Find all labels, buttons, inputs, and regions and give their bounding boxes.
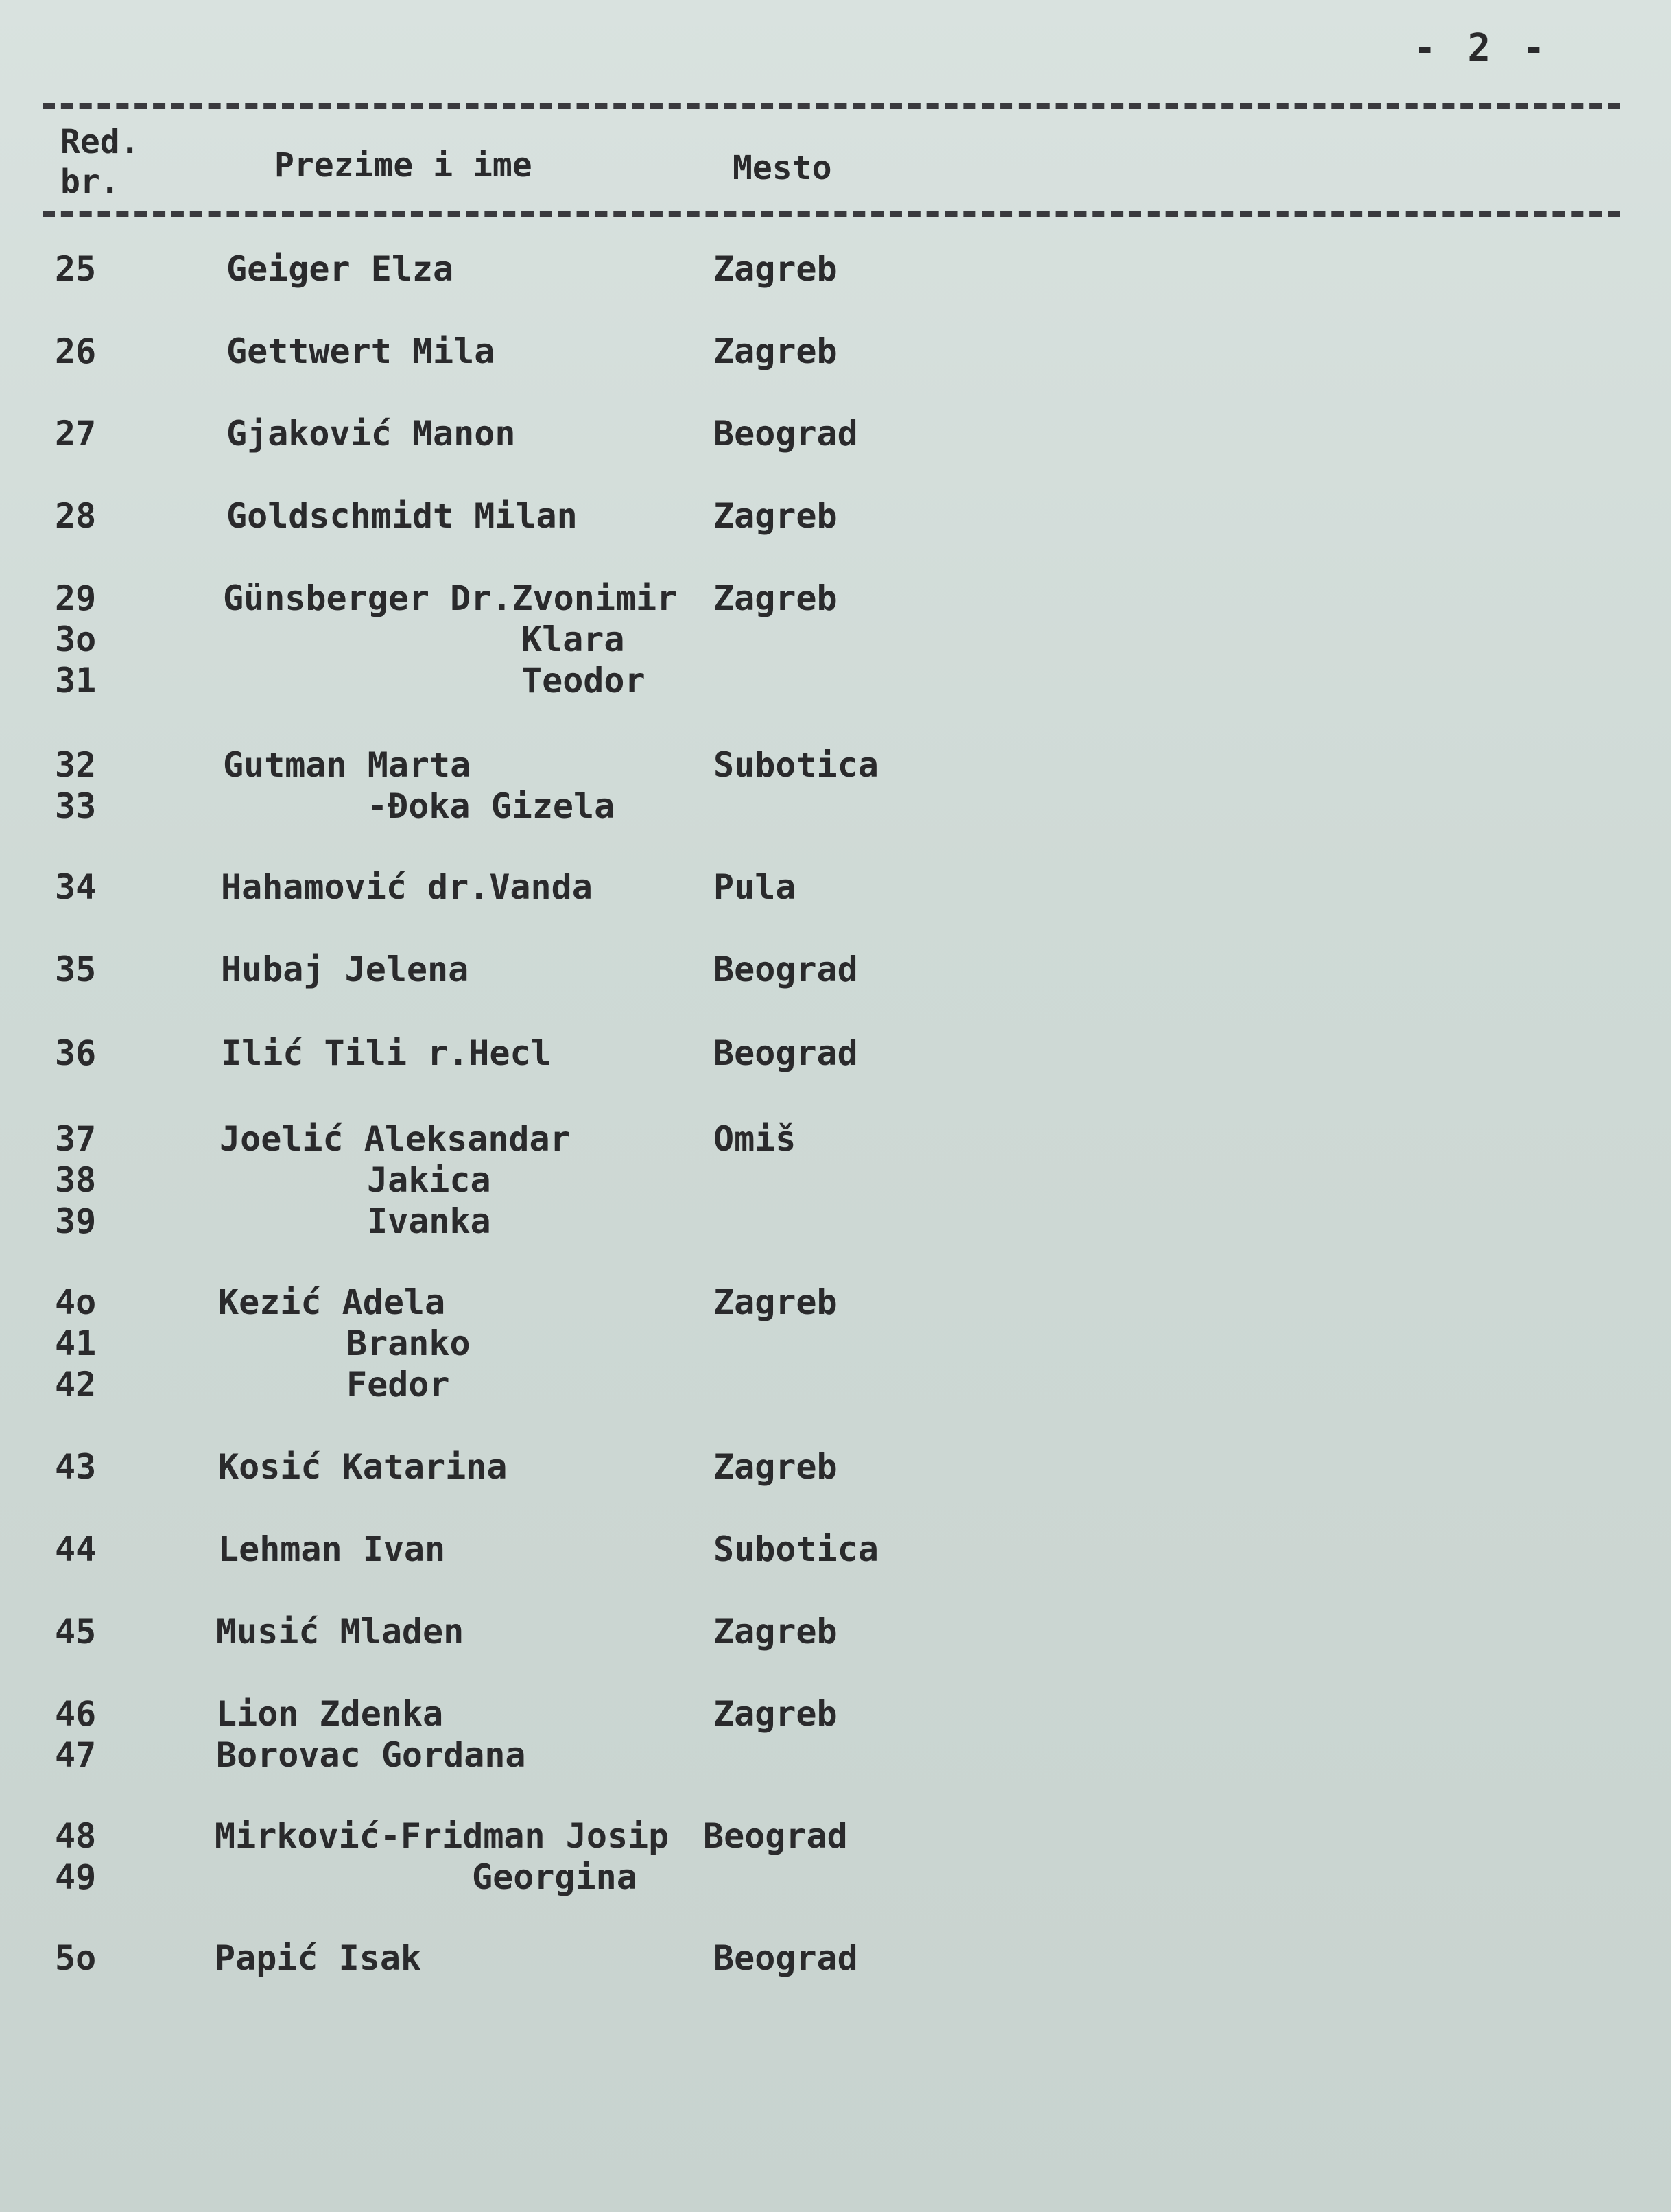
row-place: Omiš (713, 1119, 796, 1159)
table-row (0, 1033, 1671, 1074)
row-place: Zagreb (713, 331, 838, 371)
table-row (0, 1364, 1671, 1405)
table-row (0, 1529, 1671, 1570)
table-row (0, 1282, 1671, 1323)
row-place: Subotica (713, 745, 879, 785)
header-place: Mesto (733, 149, 832, 187)
table-row (0, 1938, 1671, 1979)
table-row (0, 578, 1671, 619)
row-name: -Đoka Gizela (367, 786, 615, 826)
table-row (0, 1201, 1671, 1242)
top-dashed-rule (43, 103, 1620, 109)
table-row (0, 1118, 1671, 1160)
row-number: 38 (55, 1160, 97, 1200)
row-name: Kezić Adela (218, 1282, 446, 1322)
row-name: Joelić Aleksandar (220, 1119, 571, 1159)
row-place: Beograd (713, 950, 858, 989)
row-place: Zagreb (713, 1612, 838, 1651)
row-place: Zagreb (713, 1447, 838, 1487)
row-name: Ilić Tili r.Hecl (221, 1033, 552, 1073)
table-row (0, 619, 1671, 660)
row-number: 47 (55, 1735, 97, 1775)
row-name: Goldschmidt Milan (226, 496, 578, 536)
row-name: Geiger Elza (226, 249, 454, 289)
row-name: Lehman Ivan (218, 1529, 446, 1569)
table-row (0, 1857, 1671, 1898)
row-name: Mirković-Fridman Josip (215, 1816, 669, 1856)
header-red-br-line2: br. (60, 163, 120, 201)
row-number: 33 (55, 786, 97, 826)
row-number: 35 (55, 950, 97, 989)
row-number: 32 (55, 745, 97, 785)
row-name: Hahamović dr.Vanda (221, 867, 593, 907)
row-name: Klara (521, 620, 625, 659)
page-number: - 2 - (1413, 26, 1550, 71)
table-row (0, 1734, 1671, 1776)
row-number: 3o (55, 620, 97, 659)
row-name: Borovac Gordana (216, 1735, 526, 1775)
row-number: 42 (55, 1365, 97, 1404)
table-row (0, 1611, 1671, 1652)
row-place: Zagreb (713, 578, 838, 618)
row-name: Kosić Katarina (218, 1447, 508, 1487)
row-place: Beograd (703, 1816, 848, 1856)
table-row (0, 331, 1671, 372)
row-name: Günsberger Dr.Zvonimir (223, 578, 678, 618)
row-place: Beograd (713, 1033, 858, 1073)
row-number: 34 (55, 867, 97, 907)
row-number: 28 (55, 496, 97, 536)
row-name: Lion Zdenka (216, 1694, 444, 1734)
row-number: 44 (55, 1529, 97, 1569)
row-name: Gjaković Manon (226, 414, 516, 454)
row-name: Musić Mladen (216, 1612, 464, 1651)
row-number: 5o (55, 1938, 97, 1978)
table-row (0, 1693, 1671, 1734)
table-row (0, 1815, 1671, 1857)
row-name: Branko (346, 1323, 471, 1363)
row-number: 46 (55, 1694, 97, 1734)
row-name: Georgina (472, 1857, 637, 1897)
table-row (0, 786, 1671, 827)
row-place: Zagreb (713, 496, 838, 536)
row-name: Ivanka (367, 1201, 491, 1241)
row-place: Zagreb (713, 249, 838, 289)
row-number: 27 (55, 414, 97, 454)
row-number: 29 (55, 578, 97, 618)
row-name: Gutman Marta (223, 745, 471, 785)
row-name: Gettwert Mila (226, 331, 495, 371)
header-red-br (60, 122, 140, 202)
row-number: 31 (55, 661, 97, 701)
table-row (0, 949, 1671, 990)
row-number: 49 (55, 1857, 97, 1897)
row-number: 48 (55, 1816, 97, 1856)
row-name: Jakica (367, 1160, 491, 1200)
row-place: Beograd (713, 1938, 858, 1978)
row-name: Papić Isak (215, 1938, 422, 1978)
row-place: Subotica (713, 1529, 879, 1569)
row-name: Fedor (346, 1365, 450, 1404)
row-name: Teodor (521, 661, 645, 701)
table-row (0, 495, 1671, 537)
row-number: 36 (55, 1033, 97, 1073)
row-number: 26 (55, 331, 97, 371)
table-row (0, 248, 1671, 290)
row-place: Pula (713, 867, 796, 907)
row-place: Zagreb (713, 1282, 838, 1322)
header-red-br-line1: Red. (60, 123, 140, 161)
row-number: 43 (55, 1447, 97, 1487)
table-row (0, 744, 1671, 786)
row-number: 37 (55, 1119, 97, 1159)
table-row (0, 867, 1671, 908)
row-name: Hubaj Jelena (221, 950, 469, 989)
table-row (0, 660, 1671, 701)
row-number: 39 (55, 1201, 97, 1241)
table-row (0, 1160, 1671, 1201)
row-place: Zagreb (713, 1694, 838, 1734)
header-dashed-rule (43, 211, 1620, 217)
row-number: 45 (55, 1612, 97, 1651)
table-row (0, 1446, 1671, 1487)
table-row (0, 413, 1671, 454)
header-name: Prezime i ime (274, 146, 532, 185)
row-number: 25 (55, 249, 97, 289)
row-place: Beograd (713, 414, 858, 454)
row-number: 4o (55, 1282, 97, 1322)
row-number: 41 (55, 1323, 97, 1363)
table-row (0, 1323, 1671, 1364)
